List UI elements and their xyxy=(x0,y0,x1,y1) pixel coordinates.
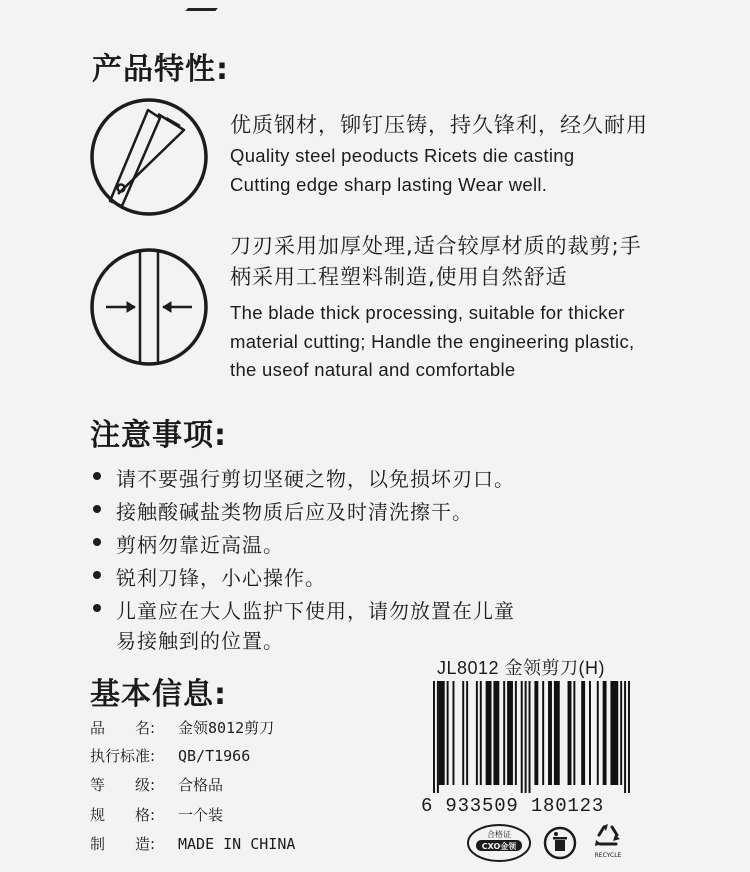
barcode-bar xyxy=(503,681,505,785)
barcode-bar xyxy=(542,681,544,785)
notes-heading: 注意事项: xyxy=(90,418,227,453)
basic-info-heading: 基本信息: xyxy=(90,677,227,712)
info-row-made xyxy=(90,833,295,854)
barcode-bar xyxy=(493,681,499,785)
barcode-bar xyxy=(603,681,607,785)
barcode-bar xyxy=(624,681,626,793)
barcode xyxy=(430,681,642,797)
barcode-bar xyxy=(628,681,630,793)
feature-2-cn-line-1: 刀刃采用加厚处理,适合较厚材质的裁剪;手 xyxy=(230,234,642,258)
note-item-3: 剪柄勿靠近高温。 xyxy=(116,533,284,557)
feature-2-en-line-3: the useof natural and comfortable xyxy=(230,359,516,380)
barcode-bar xyxy=(462,681,464,785)
barcode-bar xyxy=(610,681,618,785)
barcode-digits: 6 933509 180123 xyxy=(421,795,605,817)
qualified-label: 合格证 xyxy=(487,830,511,839)
note-bullet xyxy=(93,604,101,612)
feature-1-en-line-2: Cutting edge sharp lasting Wear well. xyxy=(230,174,548,195)
barcode-bar xyxy=(476,681,478,785)
barcode-bar xyxy=(573,681,575,785)
barcode-bar xyxy=(486,681,492,785)
barcode-bar xyxy=(548,681,552,785)
barcode-bar xyxy=(515,681,517,785)
qualified-certificate-icon xyxy=(466,823,532,863)
note-bullet xyxy=(93,538,101,546)
info-value: 一个装 xyxy=(178,806,224,824)
recycle-label: RECYCLE xyxy=(594,852,622,859)
note-bullet xyxy=(93,505,101,513)
barcode-bar xyxy=(453,681,455,785)
info-row-grade xyxy=(90,774,223,795)
barcode-bar xyxy=(433,681,435,793)
info-label: 制 造: xyxy=(90,835,156,853)
feature-2-en-line-2: material cutting; Handle the engineering plastic, xyxy=(230,331,635,352)
barcode-bar xyxy=(534,681,538,785)
qualified-brand: CXO金领 xyxy=(481,842,517,851)
note-bullet xyxy=(93,472,101,480)
barcode-bar xyxy=(620,681,622,785)
note-item-2: 接触酸碱盐类物质后应及时清洗擦干。 xyxy=(116,500,473,524)
barcode-bar xyxy=(525,681,527,793)
info-value: MADE IN CHINA xyxy=(178,835,296,853)
barcode-bar xyxy=(521,681,523,793)
scissors-icon xyxy=(88,96,210,222)
info-row-standard xyxy=(90,745,250,766)
product-code: JL8012 金领剪刀(H) xyxy=(437,658,606,678)
barcode-bar xyxy=(589,681,591,785)
info-label: 品 名: xyxy=(90,719,156,737)
barcode-bar xyxy=(447,681,449,785)
barcode-bar xyxy=(581,681,585,785)
note-item-5-continuation: 易接触到的位置。 xyxy=(116,629,284,653)
feature-1-en-line-1: Quality steel peoducts Ricets die casting xyxy=(230,145,575,166)
info-row-spec xyxy=(90,804,223,825)
info-value: QB/T1966 xyxy=(178,747,251,765)
barcode-bar xyxy=(597,681,599,785)
feature-1-cn-line-1: 优质钢材，铆钉压铸，持久锋利，经久耐用 xyxy=(230,113,648,137)
barcode-bar xyxy=(554,681,560,785)
info-value: 金领8012剪刀 xyxy=(178,719,275,737)
barcode-bar xyxy=(437,681,439,793)
barcode-bar xyxy=(466,681,468,785)
note-item-4: 锐利刀锋，小心操作。 xyxy=(116,566,326,590)
note-item-1: 请不要强行剪切坚硬之物，以免损坏刃口。 xyxy=(116,467,515,491)
feature-2-cn-line-2: 柄采用工程塑料制造,使用自然舒适 xyxy=(230,265,568,289)
barcode-bar xyxy=(507,681,513,785)
barcode-bar xyxy=(529,681,531,793)
barcode-bar xyxy=(480,681,482,785)
info-label: 执行标准: xyxy=(90,747,156,765)
no-litter-icon xyxy=(543,826,577,864)
feature-2-en-line-1: The blade thick processing, suitable for thicker xyxy=(230,302,625,323)
info-label: 等 级: xyxy=(90,776,156,794)
info-row-name xyxy=(90,717,274,738)
recycle-icon xyxy=(590,822,626,862)
note-item-5: 儿童应在大人监护下使用，请勿放置在儿童 xyxy=(116,599,515,623)
barcode-bar xyxy=(439,681,445,785)
info-label: 规 格: xyxy=(90,806,156,824)
features-heading: 产品特性: xyxy=(92,52,229,87)
barcode-bar xyxy=(568,681,572,785)
blade-thickness-icon xyxy=(88,246,210,372)
top-corner-mark xyxy=(185,0,224,11)
info-value: 合格品 xyxy=(178,776,224,794)
note-bullet xyxy=(93,571,101,579)
